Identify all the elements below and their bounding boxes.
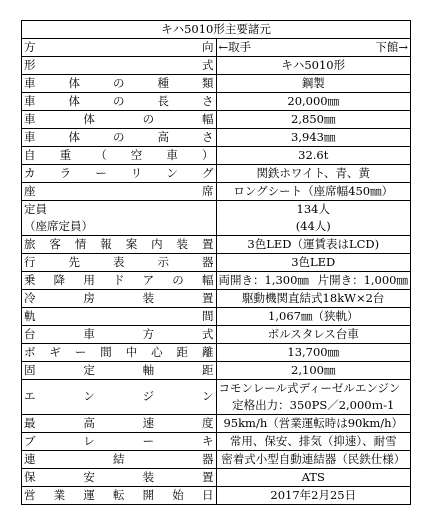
label-char: 報 xyxy=(100,236,112,251)
spec-value xyxy=(216,433,411,451)
row-label-text xyxy=(24,256,214,269)
spec-row xyxy=(22,380,411,415)
label-char: 日 xyxy=(201,487,214,502)
label-char: 器 xyxy=(202,451,214,466)
spec-row xyxy=(22,433,411,451)
label-char: 開 xyxy=(142,487,155,502)
spec-value-right: 片開き：1,000㎜ xyxy=(317,272,408,287)
label-char: 業 xyxy=(53,487,66,502)
label-char: 行 xyxy=(24,254,36,269)
row-label-text xyxy=(24,95,214,108)
label-char: 高 xyxy=(157,129,169,144)
spec-value xyxy=(216,254,411,272)
label-char: グ xyxy=(201,165,214,180)
label-char: 客 xyxy=(49,236,61,251)
spec-value xyxy=(216,469,411,487)
label-char: 間 xyxy=(100,344,112,359)
spec-label xyxy=(22,111,217,129)
row-label-text xyxy=(24,274,214,287)
label-char: （ xyxy=(95,147,107,162)
spec-row xyxy=(22,165,411,183)
label-char: 始 xyxy=(172,487,184,502)
label-char: ラ xyxy=(59,165,72,180)
spec-value xyxy=(216,290,411,308)
spec-value-text: ATS xyxy=(301,469,325,484)
spec-label xyxy=(22,93,217,111)
spec-label xyxy=(22,39,217,57)
label-char: 員 xyxy=(70,219,82,233)
label-char: 安 xyxy=(83,469,95,484)
label-char: ー xyxy=(74,344,87,359)
row-label-text xyxy=(24,218,214,235)
row-label-text xyxy=(24,238,214,251)
spec-value-text: 鋼製 xyxy=(301,75,325,90)
label-char: 情 xyxy=(74,236,87,251)
spec-value-text: 20,000㎜ xyxy=(287,93,340,108)
label-char: 表 xyxy=(113,254,125,269)
spec-value-text: 3色LED（運賃表はLCD) xyxy=(247,236,380,251)
label-char: ン xyxy=(166,165,178,180)
row-label-text xyxy=(24,131,214,144)
spec-row xyxy=(22,362,411,380)
label-char: 座 xyxy=(35,219,47,233)
spec-row xyxy=(22,39,411,57)
label-char: 車 xyxy=(24,93,36,108)
spec-row xyxy=(22,111,411,129)
row-label-text xyxy=(24,364,214,377)
spec-label xyxy=(22,326,217,344)
label-char: 冷 xyxy=(24,290,36,305)
spec-value-text: 32.6t xyxy=(298,147,329,162)
spec-row xyxy=(22,415,411,433)
spec-value xyxy=(216,39,411,57)
spec-value xyxy=(216,362,411,380)
spec-label xyxy=(22,362,217,380)
row-label-text xyxy=(24,292,214,305)
label-char: （ xyxy=(24,219,36,233)
label-char: 間 xyxy=(202,308,214,323)
label-char: 距 xyxy=(176,344,189,359)
row-label-text xyxy=(24,328,214,341)
label-char: 車 xyxy=(166,147,178,162)
label-char: カ xyxy=(24,165,36,180)
label-char: 員 xyxy=(35,202,47,216)
spec-value xyxy=(216,236,411,254)
label-char: 案 xyxy=(125,236,138,251)
label-char: 降 xyxy=(53,272,66,287)
label-char: ド xyxy=(112,272,125,287)
label-char: 装 xyxy=(142,290,155,305)
spec-label xyxy=(22,57,217,75)
title-row xyxy=(22,21,411,39)
spec-row xyxy=(22,451,411,469)
spec-label xyxy=(22,290,217,308)
spec-row xyxy=(22,183,411,201)
label-char: ジ xyxy=(142,389,155,404)
spec-table-body xyxy=(22,21,411,505)
label-char: 体 xyxy=(83,111,95,126)
spec-value xyxy=(216,147,411,165)
label-char: 幅 xyxy=(201,111,214,126)
label-char: 席 xyxy=(47,219,59,233)
spec-row xyxy=(22,201,411,236)
label-char: 内 xyxy=(151,236,163,251)
label-char: 器 xyxy=(202,254,214,269)
spec-value-sub-text: (44人) xyxy=(295,219,331,233)
spec-value-text: 3色LED xyxy=(291,254,336,269)
spec-label xyxy=(22,147,217,165)
spec-value xyxy=(216,272,411,290)
label-char: 結 xyxy=(113,451,125,466)
spec-row xyxy=(22,75,411,93)
label-char: 高 xyxy=(83,415,95,430)
label-char: 種 xyxy=(157,75,169,90)
label-char: 先 xyxy=(68,254,80,269)
spec-value xyxy=(216,451,411,469)
row-label-text xyxy=(24,167,214,180)
label-char: ） xyxy=(81,219,93,233)
spec-label xyxy=(22,451,217,469)
row-label-text xyxy=(24,41,214,54)
table-title: キハ5010形主要諸元 xyxy=(22,21,411,39)
label-char: 距 xyxy=(201,362,214,377)
label-char: の xyxy=(142,111,155,126)
spec-value xyxy=(216,111,411,129)
row-label-text xyxy=(24,390,214,403)
label-char: 運 xyxy=(83,487,95,502)
spec-value xyxy=(216,201,411,236)
spec-label xyxy=(22,469,217,487)
label-char: 向 xyxy=(202,39,214,54)
label-char: 体 xyxy=(68,75,80,90)
spec-value-text: ロングシート（座席幅450㎜） xyxy=(233,183,394,198)
spec-value-text: 駆動機関直結式18kW×2台 xyxy=(242,290,385,305)
spec-value xyxy=(216,415,411,433)
label-char: レ xyxy=(83,433,95,448)
label-char: 定 xyxy=(24,202,36,216)
label-char: 転 xyxy=(112,487,125,502)
spec-value-split xyxy=(219,41,409,54)
spec-value-text: 密着式小型自動連結器（民鉄仕様） xyxy=(221,451,406,466)
label-char: ブ xyxy=(24,433,36,448)
spec-value-left: ←取手 xyxy=(218,39,252,54)
label-char: さ xyxy=(202,93,214,108)
row-label-text xyxy=(24,201,214,218)
row-label-text xyxy=(24,77,214,90)
spec-value xyxy=(216,183,411,201)
label-char: 車 xyxy=(24,111,36,126)
spec-label xyxy=(22,75,217,93)
label-char: 自 xyxy=(24,147,36,162)
label-char: ア xyxy=(142,272,155,287)
spec-label xyxy=(22,201,217,236)
spec-label xyxy=(22,272,217,290)
label-char: 空 xyxy=(130,147,143,162)
spec-label xyxy=(22,415,217,433)
row-label-text xyxy=(24,489,214,502)
label-char: 置 xyxy=(201,290,214,305)
row-label-text xyxy=(24,113,214,126)
label-char: 式 xyxy=(202,57,214,72)
label-char: 軌 xyxy=(24,308,36,323)
label-char: 装 xyxy=(176,236,189,251)
label-char: ン xyxy=(201,389,214,404)
label-char: 類 xyxy=(202,75,214,90)
label-char: 中 xyxy=(125,344,138,359)
spec-row xyxy=(22,290,411,308)
spec-row xyxy=(22,254,411,272)
row-label-text xyxy=(24,185,214,198)
label-char: 式 xyxy=(201,326,214,341)
label-char: ギ xyxy=(49,344,61,359)
spec-table xyxy=(21,20,411,505)
label-char: ー xyxy=(95,165,107,180)
spec-value xyxy=(216,487,411,505)
label-char: 度 xyxy=(201,415,214,430)
label-char: 最 xyxy=(24,415,36,430)
spec-value-right: 下館→ xyxy=(375,39,408,54)
label-char: の xyxy=(172,272,184,287)
spec-label xyxy=(22,183,217,201)
spec-value xyxy=(216,380,411,415)
spec-value-text: 2,100㎜ xyxy=(291,362,336,377)
spec-value xyxy=(216,75,411,93)
label-char: の xyxy=(113,93,125,108)
label-char: 車 xyxy=(83,326,95,341)
spec-value-left: 両開き：1,300㎜ xyxy=(218,272,309,287)
spec-row xyxy=(22,344,411,362)
label-char: 定 xyxy=(58,219,70,233)
label-char: 方 xyxy=(24,39,36,54)
spec-value-text: コモンレール式ディーゼルエンジン xyxy=(218,381,401,395)
spec-label xyxy=(22,344,217,362)
spec-value xyxy=(216,93,411,111)
label-char: 台 xyxy=(24,326,36,341)
label-char: 心 xyxy=(151,344,163,359)
label-char: キ xyxy=(201,433,214,448)
label-char: 離 xyxy=(201,344,214,359)
spec-value-text: 2,850㎜ xyxy=(291,111,336,126)
row-label-text xyxy=(24,59,214,72)
spec-value-text: 95km/h（営業運転時は90km/h） xyxy=(223,415,404,430)
label-char: ボ xyxy=(24,344,36,359)
label-char: 席 xyxy=(202,183,214,198)
label-char: 長 xyxy=(157,93,169,108)
spec-label xyxy=(22,433,217,451)
spec-value xyxy=(216,308,411,326)
spec-value-text: ボルスタレス台車 xyxy=(267,326,359,341)
spec-value-split xyxy=(219,274,409,287)
label-char: 営 xyxy=(24,487,36,502)
label-char: 置 xyxy=(201,236,214,251)
label-char: 軸 xyxy=(142,362,155,377)
label-char: 速 xyxy=(142,415,155,430)
spec-value xyxy=(216,129,411,147)
spec-row xyxy=(22,147,411,165)
spec-label xyxy=(22,254,217,272)
spec-row xyxy=(22,272,411,290)
row-label-text xyxy=(24,453,214,466)
spec-label xyxy=(22,165,217,183)
label-char: ン xyxy=(83,389,95,404)
spec-value-text: 134人 xyxy=(296,202,330,216)
label-char: 固 xyxy=(24,362,36,377)
label-char: 車 xyxy=(24,75,36,90)
spec-value-text: 常用、保安、排気（抑速）、耐雪 xyxy=(229,433,397,448)
label-char: 置 xyxy=(201,469,214,484)
row-label-text xyxy=(24,310,214,323)
spec-value xyxy=(216,344,411,362)
spec-value-text: 1,067㎜（狭軌） xyxy=(268,308,359,323)
spec-label xyxy=(22,236,217,254)
label-char: 房 xyxy=(83,290,95,305)
spec-label xyxy=(22,129,217,147)
row-label-text xyxy=(24,149,214,162)
spec-value-text: 3,943㎜ xyxy=(291,129,336,144)
spec-row xyxy=(22,469,411,487)
label-char: 幅 xyxy=(201,272,214,287)
spec-value xyxy=(216,165,411,183)
label-char: ー xyxy=(142,433,155,448)
label-char: 体 xyxy=(68,93,80,108)
label-char: の xyxy=(113,129,125,144)
label-char: 体 xyxy=(68,129,80,144)
label-char: の xyxy=(113,75,125,90)
label-char: 方 xyxy=(142,326,155,341)
label-char: 旅 xyxy=(24,236,36,251)
spec-row xyxy=(22,487,411,505)
spec-value-text: 13,700㎜ xyxy=(287,344,340,359)
spec-label xyxy=(22,308,217,326)
label-char: 車 xyxy=(24,129,36,144)
row-label-text xyxy=(24,435,214,448)
label-char: エ xyxy=(24,389,36,404)
spec-value-text: 関鉄ホワイト、青、黄 xyxy=(256,165,371,180)
spec-row xyxy=(22,129,411,147)
label-char: リ xyxy=(130,165,143,180)
spec-row xyxy=(22,326,411,344)
row-label-text xyxy=(24,417,214,430)
spec-row xyxy=(22,93,411,111)
spec-value xyxy=(216,326,411,344)
label-char: 形 xyxy=(24,57,36,72)
label-char: 保 xyxy=(24,469,36,484)
spec-value xyxy=(216,57,411,75)
spec-row xyxy=(22,308,411,326)
label-char: 示 xyxy=(157,254,169,269)
row-label-text xyxy=(24,346,214,359)
spec-row xyxy=(22,57,411,75)
spec-value-text: キハ5010形 xyxy=(281,57,346,72)
label-char: 装 xyxy=(142,469,155,484)
label-char: ） xyxy=(201,147,214,162)
spec-value-sub-text: 定格出力：350PS／2,000ｍ-1 xyxy=(232,398,395,412)
spec-value-text: 2017年2月25日 xyxy=(270,487,357,502)
label-char: 乗 xyxy=(24,272,36,287)
spec-row xyxy=(22,236,411,254)
spec-label xyxy=(22,487,217,505)
label-char: さ xyxy=(202,129,214,144)
label-char: 連 xyxy=(24,451,36,466)
label-char: 座 xyxy=(24,183,36,198)
label-char: 重 xyxy=(59,147,72,162)
row-label-text xyxy=(24,471,214,484)
spec-label xyxy=(22,380,217,415)
label-char: 定 xyxy=(83,362,95,377)
label-char: 用 xyxy=(83,272,95,287)
